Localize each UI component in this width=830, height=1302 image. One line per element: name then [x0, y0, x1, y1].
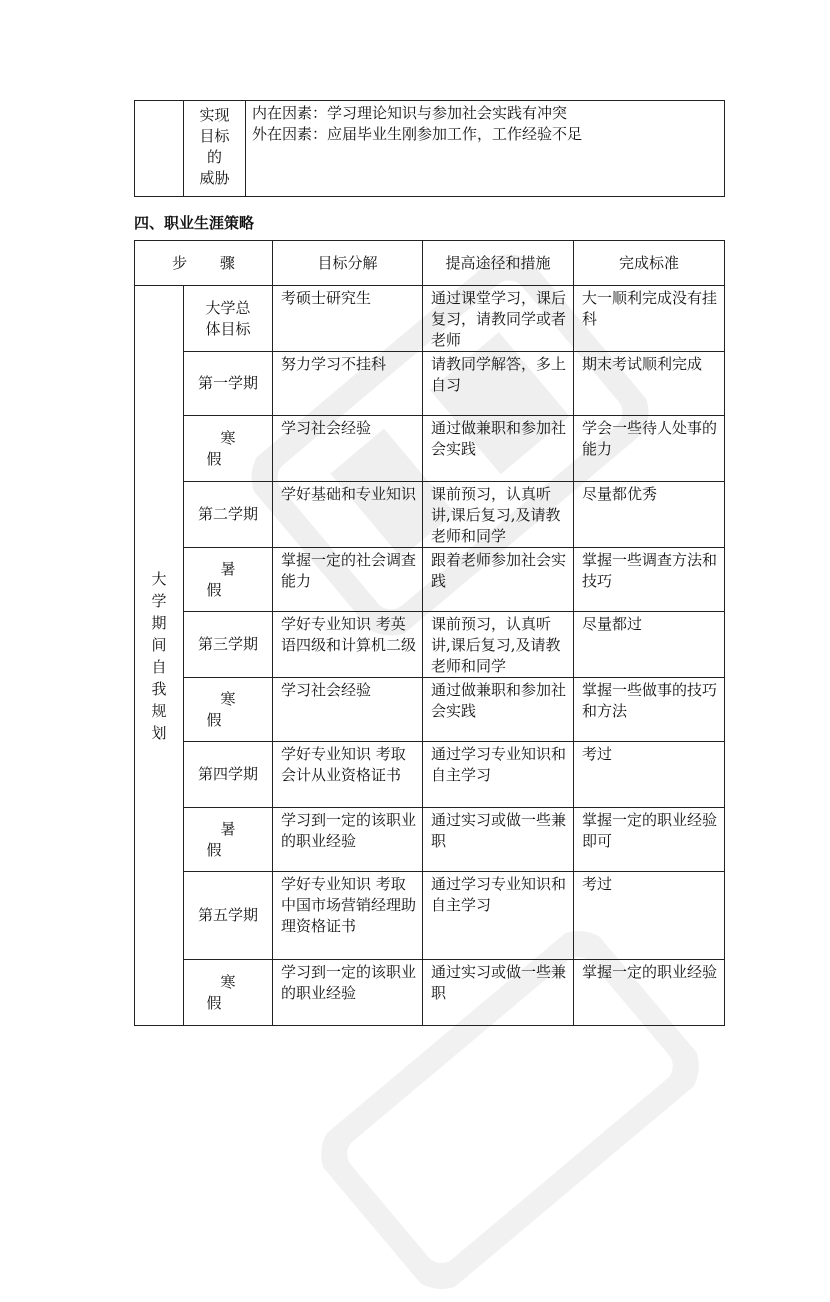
header-method: 提高途径和措施 [423, 241, 574, 286]
standard-cell: 考过 [574, 742, 725, 808]
method-cell: 通过做兼职和参加社会实践 [423, 678, 574, 742]
goal-cell: 学习到一定的该职业的职业经验 [273, 960, 423, 1026]
goal-cell: 考硕士研究生 [273, 286, 423, 352]
table-row [135, 548, 725, 612]
method-cell: 请教同学解答，多上自习 [423, 352, 574, 416]
goal-cell: 学好基础和专业知识 [273, 482, 423, 548]
header-standard: 完成标准 [574, 241, 725, 286]
threat-empty-cell [135, 101, 184, 197]
goal-cell: 学好专业知识 考取中国市场营销经理助理资格证书 [273, 872, 423, 960]
goal-cell: 学习社会经验 [273, 416, 423, 482]
goal-cell: 学习社会经验 [273, 678, 423, 742]
method-cell: 课前预习，认真听讲,课后复习,及请教老师和同学 [423, 612, 574, 678]
table-row [135, 808, 725, 872]
threat-row [135, 101, 725, 197]
step-label: 暑假 [184, 808, 273, 872]
goal-cell: 学好专业知识 考取会计从业资格证书 [273, 742, 423, 808]
method-cell: 通过做兼职和参加社会实践 [423, 416, 574, 482]
standard-cell: 尽量都优秀 [574, 482, 725, 548]
step-label: 第三学期 [184, 612, 273, 678]
step-label: 第五学期 [184, 872, 273, 960]
table-row [135, 416, 725, 482]
standard-cell: 掌握一些调查方法和技巧 [574, 548, 725, 612]
standard-cell: 考过 [574, 872, 725, 960]
threat-content [246, 101, 725, 197]
table-row [135, 742, 725, 808]
standard-cell: 期末考试顺利完成 [574, 352, 725, 416]
method-cell: 通过实习或做一些兼职 [423, 960, 574, 1026]
header-goal: 目标分解 [273, 241, 423, 286]
standard-cell: 尽量都过 [574, 612, 725, 678]
goal-cell: 掌握一定的社会调查能力 [273, 548, 423, 612]
threat-label: 实现 目标 的 威胁 [184, 101, 246, 197]
table-row [135, 286, 725, 352]
side-label: 大 学 期 间 自 我 规 划 [135, 286, 184, 1026]
method-cell: 通过课堂学习，课后复习，请教同学或者老师 [423, 286, 574, 352]
table-row [135, 960, 725, 1026]
table-row [135, 482, 725, 548]
step-label: 第一学期 [184, 352, 273, 416]
standard-cell: 学会一些待人处事的能力 [574, 416, 725, 482]
threat-external-factor: 外在因素：应届毕业生刚参加工作，工作经验不足 [252, 125, 583, 143]
goal-cell: 努力学习不挂科 [273, 352, 423, 416]
method-cell: 课前预习，认真听讲,课后复习,及请教老师和同学 [423, 482, 574, 548]
table-row [135, 612, 725, 678]
method-cell: 通过学习专业知识和自主学习 [423, 872, 574, 960]
step-label: 第二学期 [184, 482, 273, 548]
standard-cell: 掌握一些做事的技巧和方法 [574, 678, 725, 742]
threat-internal-factor: 内在因素：学习理论知识与参加社会实践有冲突 [252, 104, 568, 122]
table-row [135, 678, 725, 742]
threat-table [134, 100, 725, 197]
table-row [135, 872, 725, 960]
goal-cell: 学好专业知识 考英语四级和计算机二级 [273, 612, 423, 678]
step-label: 寒假 [184, 416, 273, 482]
step-label: 第四学期 [184, 742, 273, 808]
header-row [135, 241, 725, 286]
career-plan-table [134, 240, 725, 1026]
table-row [135, 352, 725, 416]
method-cell: 跟着老师参加社会实践 [423, 548, 574, 612]
section-heading: 四、职业生涯策略 [134, 214, 255, 232]
standard-cell: 大一顺利完成没有挂科 [574, 286, 725, 352]
standard-cell: 掌握一定的职业经验即可 [574, 808, 725, 872]
step-label: 寒假 [184, 678, 273, 742]
step-label: 寒假 [184, 960, 273, 1026]
step-label: 暑假 [184, 548, 273, 612]
method-cell: 通过实习或做一些兼职 [423, 808, 574, 872]
goal-cell: 学习到一定的该职业的职业经验 [273, 808, 423, 872]
step-label: 大学总 体目标 [184, 286, 273, 352]
header-step: 步 骤 [135, 241, 273, 286]
method-cell: 通过学习专业知识和自主学习 [423, 742, 574, 808]
standard-cell: 掌握一定的职业经验 [574, 960, 725, 1026]
